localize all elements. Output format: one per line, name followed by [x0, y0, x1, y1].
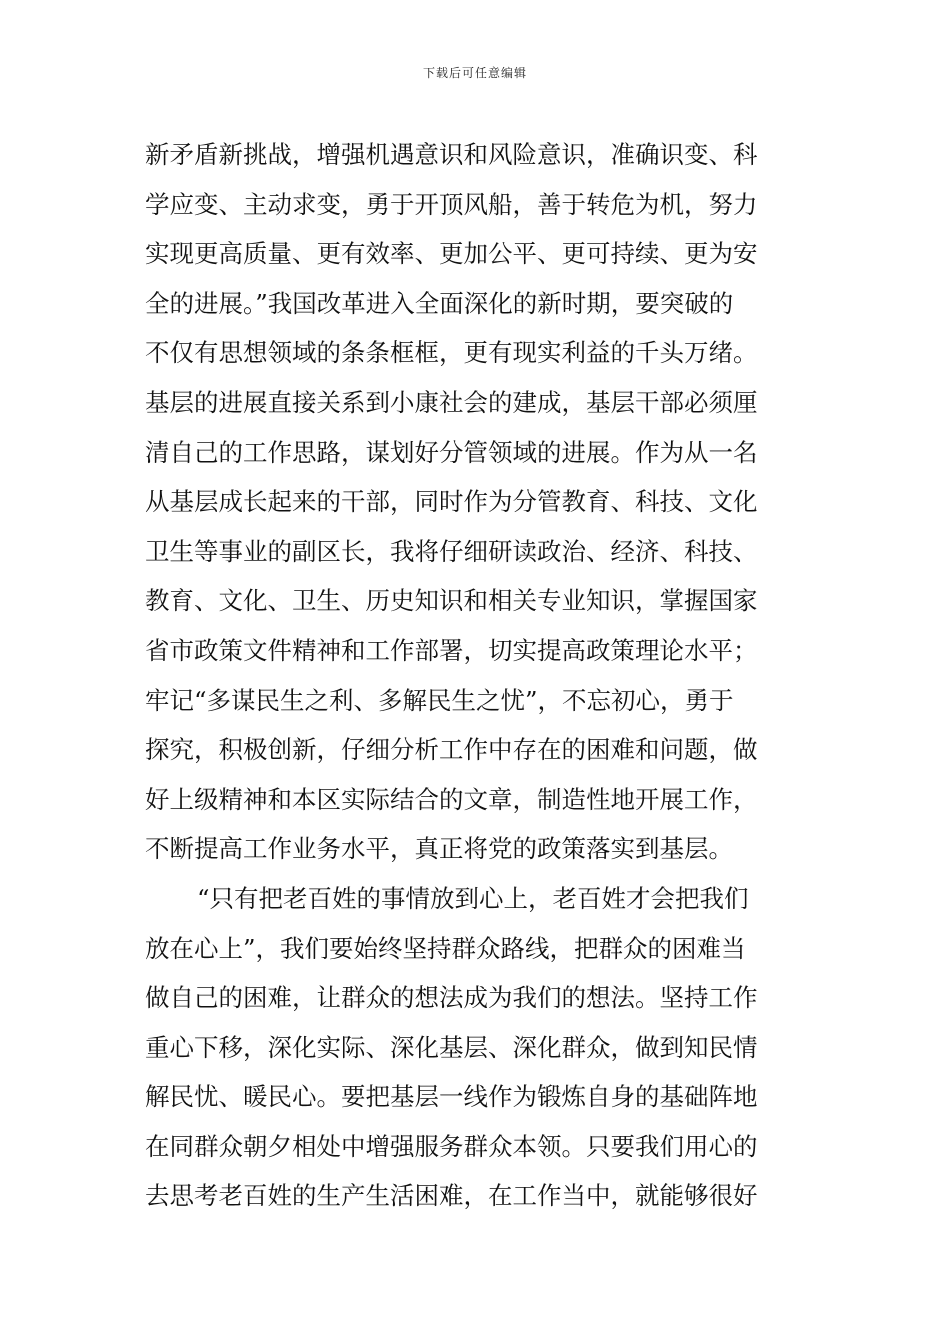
paragraph-start-line: “只有把老百姓的事情放到心上，老百姓才会把我们 [197, 883, 749, 913]
text-line: 基层的进展直接关系到小康社会的建成，基层干部必须厘 [145, 387, 758, 417]
text-line: 不断提高工作业务水平，真正将党的政策落实到基层。 [145, 834, 733, 864]
document-body [145, 130, 810, 1221]
text-line: 新矛盾新挑战，增强机遇意识和风险意识，准确识变、科 [145, 140, 758, 169]
text-line: 去思考老百姓的生产生活困难，在工作当中，就能够很好 [145, 1181, 758, 1211]
text-line: 教育、文化、卫生、历史知识和相关专业知识，掌握国家 [145, 586, 758, 616]
text-line: 实现更高质量、更有效率、更加公平、更可持续、更为安 [145, 239, 758, 269]
page-header: 下载后可任意编辑 [422, 66, 527, 80]
text-line: 从基层成长起来的干部，同时作为分管教育、科技、文化 [145, 487, 758, 517]
text-line: 牢记“多谋民生之利、多解民生之忧”，不忘初心，勇于 [145, 685, 734, 715]
text-line: 省市政策文件精神和工作部署，切实提高政策理论水平； [145, 635, 758, 665]
text-line: 解民忧、暖民心。要把基层一线作为锻炼自身的基础阵地 [145, 1082, 758, 1112]
text-line: 重心下移，深化实际、深化基层、深化群众，做到知民情 [145, 1032, 758, 1062]
text-line: 不仅有思想领域的条条框框，更有现实利益的千头万绪。 [145, 338, 758, 368]
text-line: 好上级精神和本区实际结合的文章，制造性地开展工作， [145, 784, 758, 814]
text-line: 学应变、主动求变，勇于开顶风船，善于转危为机，努力 [145, 189, 758, 219]
text-line: 放在心上”，我们要始终坚持群众路线，把群众的困难当 [145, 933, 746, 963]
text-line: 全的进展。”我国改革进入全面深化的新时期，要突破的 [145, 288, 734, 318]
text-line: 做自己的困难，让群众的想法成为我们的想法。坚持工作 [145, 983, 758, 1013]
text-line: 清自己的工作思路，谋划好分管领域的进展。作为从一名 [145, 437, 758, 467]
text-line: 卫生等事业的副区长，我将仔细研读政治、经济、科技、 [145, 536, 758, 566]
text-line: 在同群众朝夕相处中增强服务群众本领。只要我们用心的 [145, 1131, 758, 1161]
text-line: 探究，积极创新，仔细分析工作中存在的困难和问题，做 [145, 735, 758, 765]
